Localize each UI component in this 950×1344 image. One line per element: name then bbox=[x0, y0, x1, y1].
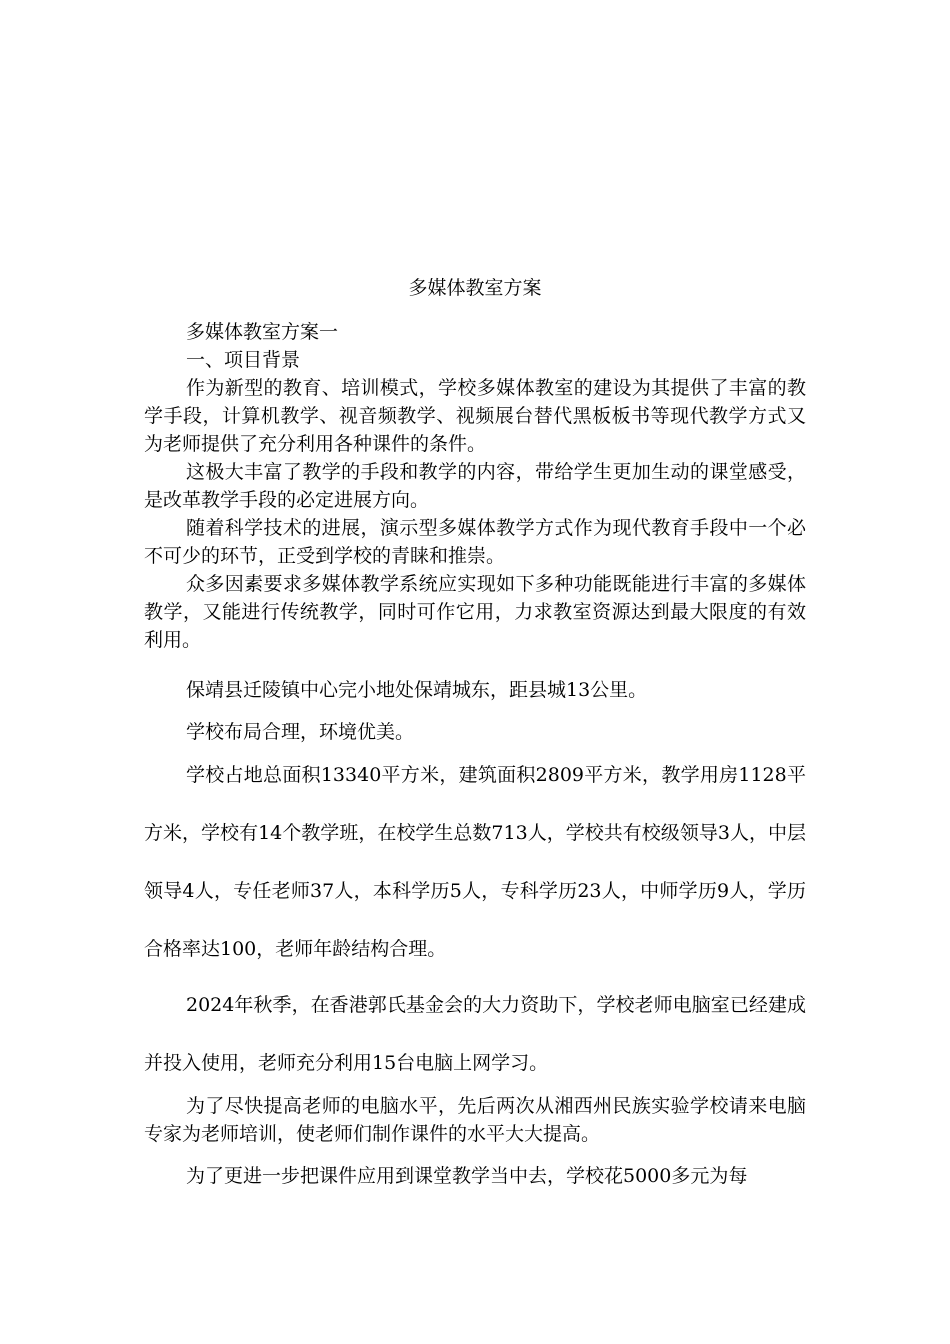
document-title: 多媒体教室方案 bbox=[408, 277, 542, 299]
paragraph-teacher-training: 为了尽快提高老师的电脑水平，先后两次从湘西州民族实验学校请来电脑专家为老师培训，使老师们制作课件的水平大大提高。 bbox=[144, 1095, 806, 1145]
paragraph-requirements: 众多因素要求多媒体教学系统应实现如下多种功能既能进行丰富的多媒体教学，又能进行传统教学，同时可作它用，力求教室资源达到最大限度的有效利用。 bbox=[144, 573, 806, 651]
paragraph-enrichment: 这极大丰富了教学的手段和教学的内容，带给学生更加生动的课堂感受，是改革教学手段的必定进展方向。 bbox=[144, 461, 806, 511]
paragraph-computer-room: 2024年秋季，在香港郭氏基金会的大力资助下，学校老师电脑室已经建成并投入使用，老师充分利用15台电脑上网学习。 bbox=[144, 994, 806, 1074]
paragraph-school-location: 保靖县迁陵镇中心完小地处保靖城东，距县城13公里。 bbox=[186, 679, 648, 701]
paragraph-school-statistics: 学校占地总面积13340平方米，建筑面积2809平方米，教学用房1128平方米，学校有14个教学班，在校学生总数713人，学校共有校级领导3人，中层领导4人，专任老师37人，本科学历5人，专科学历23人，中师学历9人，学历合格率达100，老师年龄结构合理。 bbox=[144, 764, 806, 960]
subsection-heading: 一、项目背景 bbox=[186, 349, 301, 371]
paragraph-background: 作为新型的教育、培训模式，学校多媒体教室的建设为其提供了丰富的教学手段，计算机教学、视音频教学、视频展台替代黑板板书等现代教学方式又为老师提供了充分利用各种课件的条件。 bbox=[144, 377, 806, 455]
paragraph-development: 随着科学技术的进展，演示型多媒体教学方式作为现代教育手段中一个必不可少的环节，正受到学校的青睐和推崇。 bbox=[144, 517, 806, 567]
paragraph-school-layout: 学校布局合理，环境优美。 bbox=[186, 721, 415, 743]
section-heading: 多媒体教室方案一 bbox=[186, 321, 339, 343]
paragraph-courseware: 为了更进一步把课件应用到课堂教学当中去，学校花5000多元为每 bbox=[186, 1165, 748, 1187]
